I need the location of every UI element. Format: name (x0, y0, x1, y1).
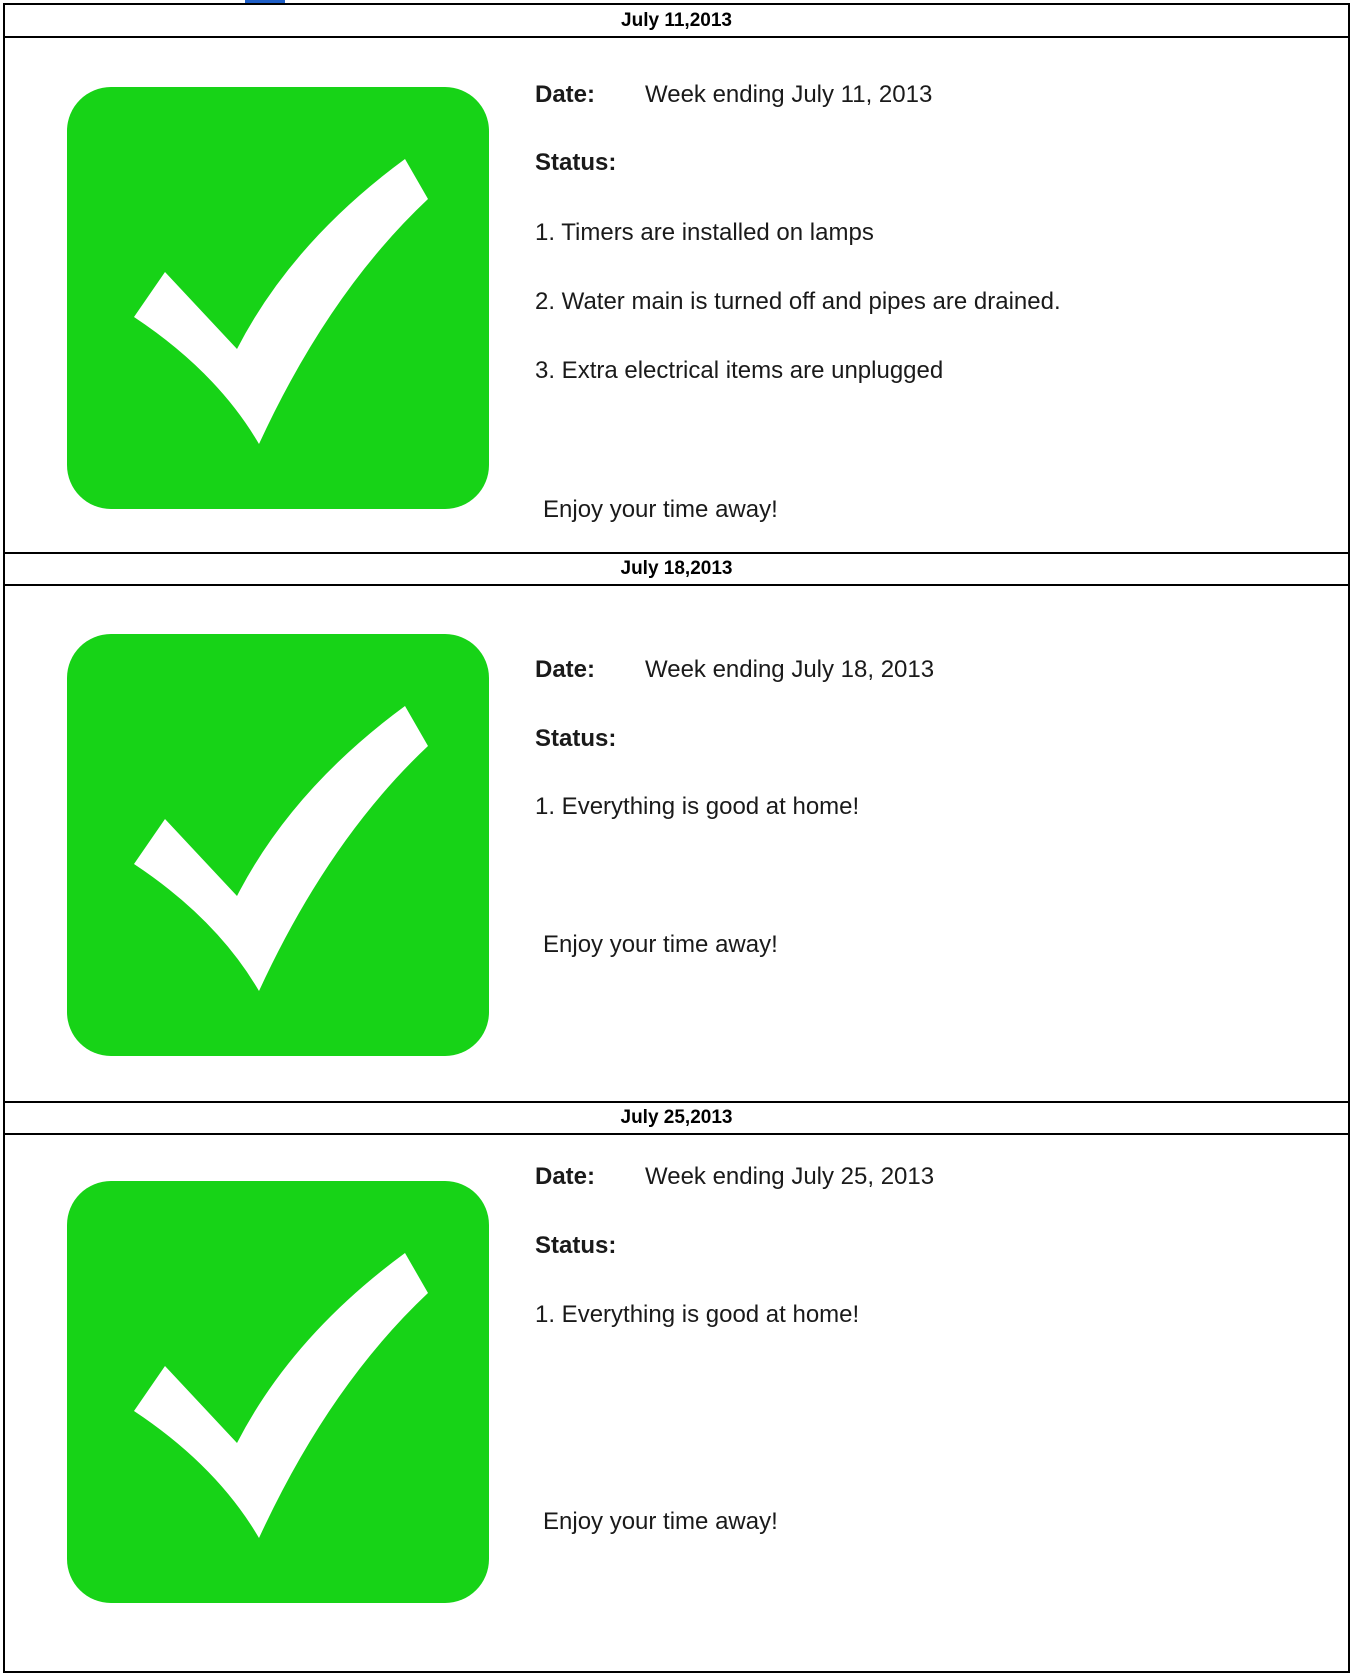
closing-message: Enjoy your time away! (543, 496, 778, 523)
status-label: Status: (535, 1232, 617, 1259)
status-section (3, 3, 1350, 552)
date-label: Date: (535, 1163, 596, 1190)
checkmark-icon (67, 1181, 489, 1603)
date-row (535, 81, 933, 109)
section-header: July 25,2013 (5, 1101, 1348, 1135)
date-label: Date: (535, 656, 596, 683)
date-value: Week ending July 25, 2013 (645, 1163, 935, 1190)
date-row (535, 656, 935, 684)
status-label: Status: (535, 149, 617, 176)
status-item: 2. Water main is turned off and pipes are drained. (535, 288, 1061, 315)
closing-message: Enjoy your time away! (543, 931, 778, 958)
status-item: 1. Everything is good at home! (535, 793, 860, 820)
checkmark-icon (67, 634, 489, 1056)
date-label: Date: (535, 81, 596, 108)
date-value: Week ending July 18, 2013 (645, 656, 935, 683)
checkmark-icon (67, 87, 489, 509)
status-details (535, 586, 1315, 1056)
status-section (3, 1101, 1350, 1673)
status-item: 3. Extra electrical items are unplugged (535, 357, 944, 384)
status-label: Status: (535, 725, 617, 752)
status-details (535, 1135, 1315, 1615)
status-section (3, 552, 1350, 1101)
section-header: July 18,2013 (5, 552, 1348, 586)
section-header: July 11,2013 (5, 5, 1348, 38)
date-value: Week ending July 11, 2013 (645, 81, 933, 108)
date-row (535, 1163, 935, 1191)
status-item: 1. Everything is good at home! (535, 1301, 860, 1328)
status-item: 1. Timers are installed on lamps (535, 219, 874, 246)
closing-message: Enjoy your time away! (543, 1508, 778, 1535)
status-details (535, 39, 1315, 523)
